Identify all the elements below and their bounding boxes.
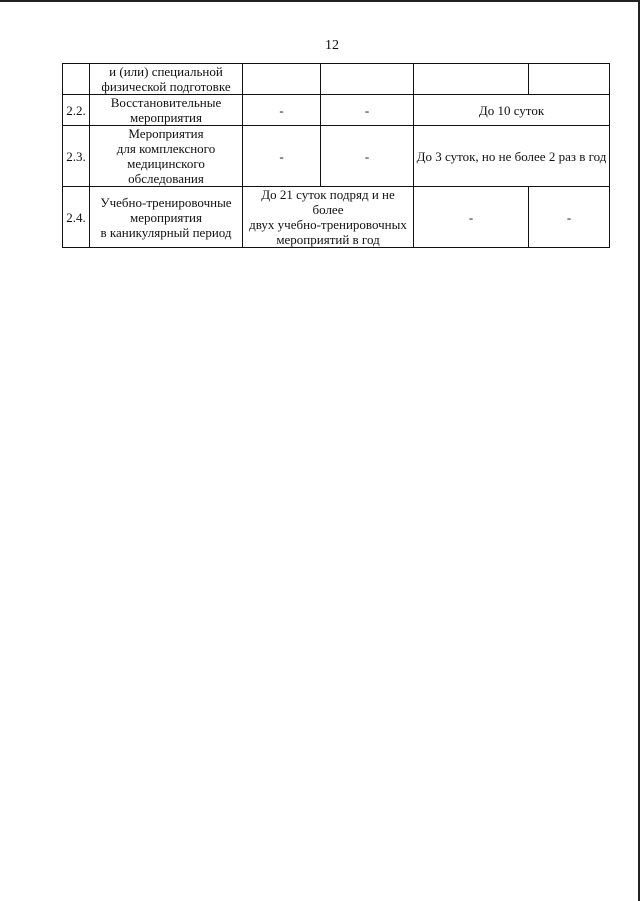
scan-edge-top	[0, 0, 640, 2]
row-number: 2.4.	[63, 187, 90, 248]
row-number	[63, 64, 90, 95]
table-cell: -	[414, 187, 529, 248]
merged-duration-cell: До 21 суток подряд и не более двух учебно-тренировочных мероприятий в год	[243, 187, 414, 248]
table-cell: -	[243, 95, 321, 126]
table-cell: -	[321, 95, 414, 126]
table-row	[63, 187, 610, 248]
table-cell	[243, 64, 321, 95]
table-cell	[529, 64, 610, 95]
table-cell	[321, 64, 414, 95]
table-row	[63, 64, 610, 95]
row-number: 2.3.	[63, 126, 90, 187]
table-row	[63, 95, 610, 126]
page-number: 12	[325, 38, 339, 53]
activity-name: Учебно-тренировочные мероприятия в каникулярный период	[90, 187, 243, 248]
activity-name: и (или) специальной физической подготовке	[90, 64, 243, 95]
merged-duration-cell: До 10 суток	[414, 95, 610, 126]
schedule-table	[62, 63, 610, 248]
table-cell	[414, 64, 529, 95]
table-cell: -	[243, 126, 321, 187]
activity-name: Мероприятия для комплексного медицинского обследования	[90, 126, 243, 187]
table-row	[63, 126, 610, 187]
row-number: 2.2.	[63, 95, 90, 126]
activity-name: Восстановительные мероприятия	[90, 95, 243, 126]
table-cell: -	[529, 187, 610, 248]
merged-duration-cell: До 3 суток, но не более 2 раз в год	[414, 126, 610, 187]
table-cell: -	[321, 126, 414, 187]
